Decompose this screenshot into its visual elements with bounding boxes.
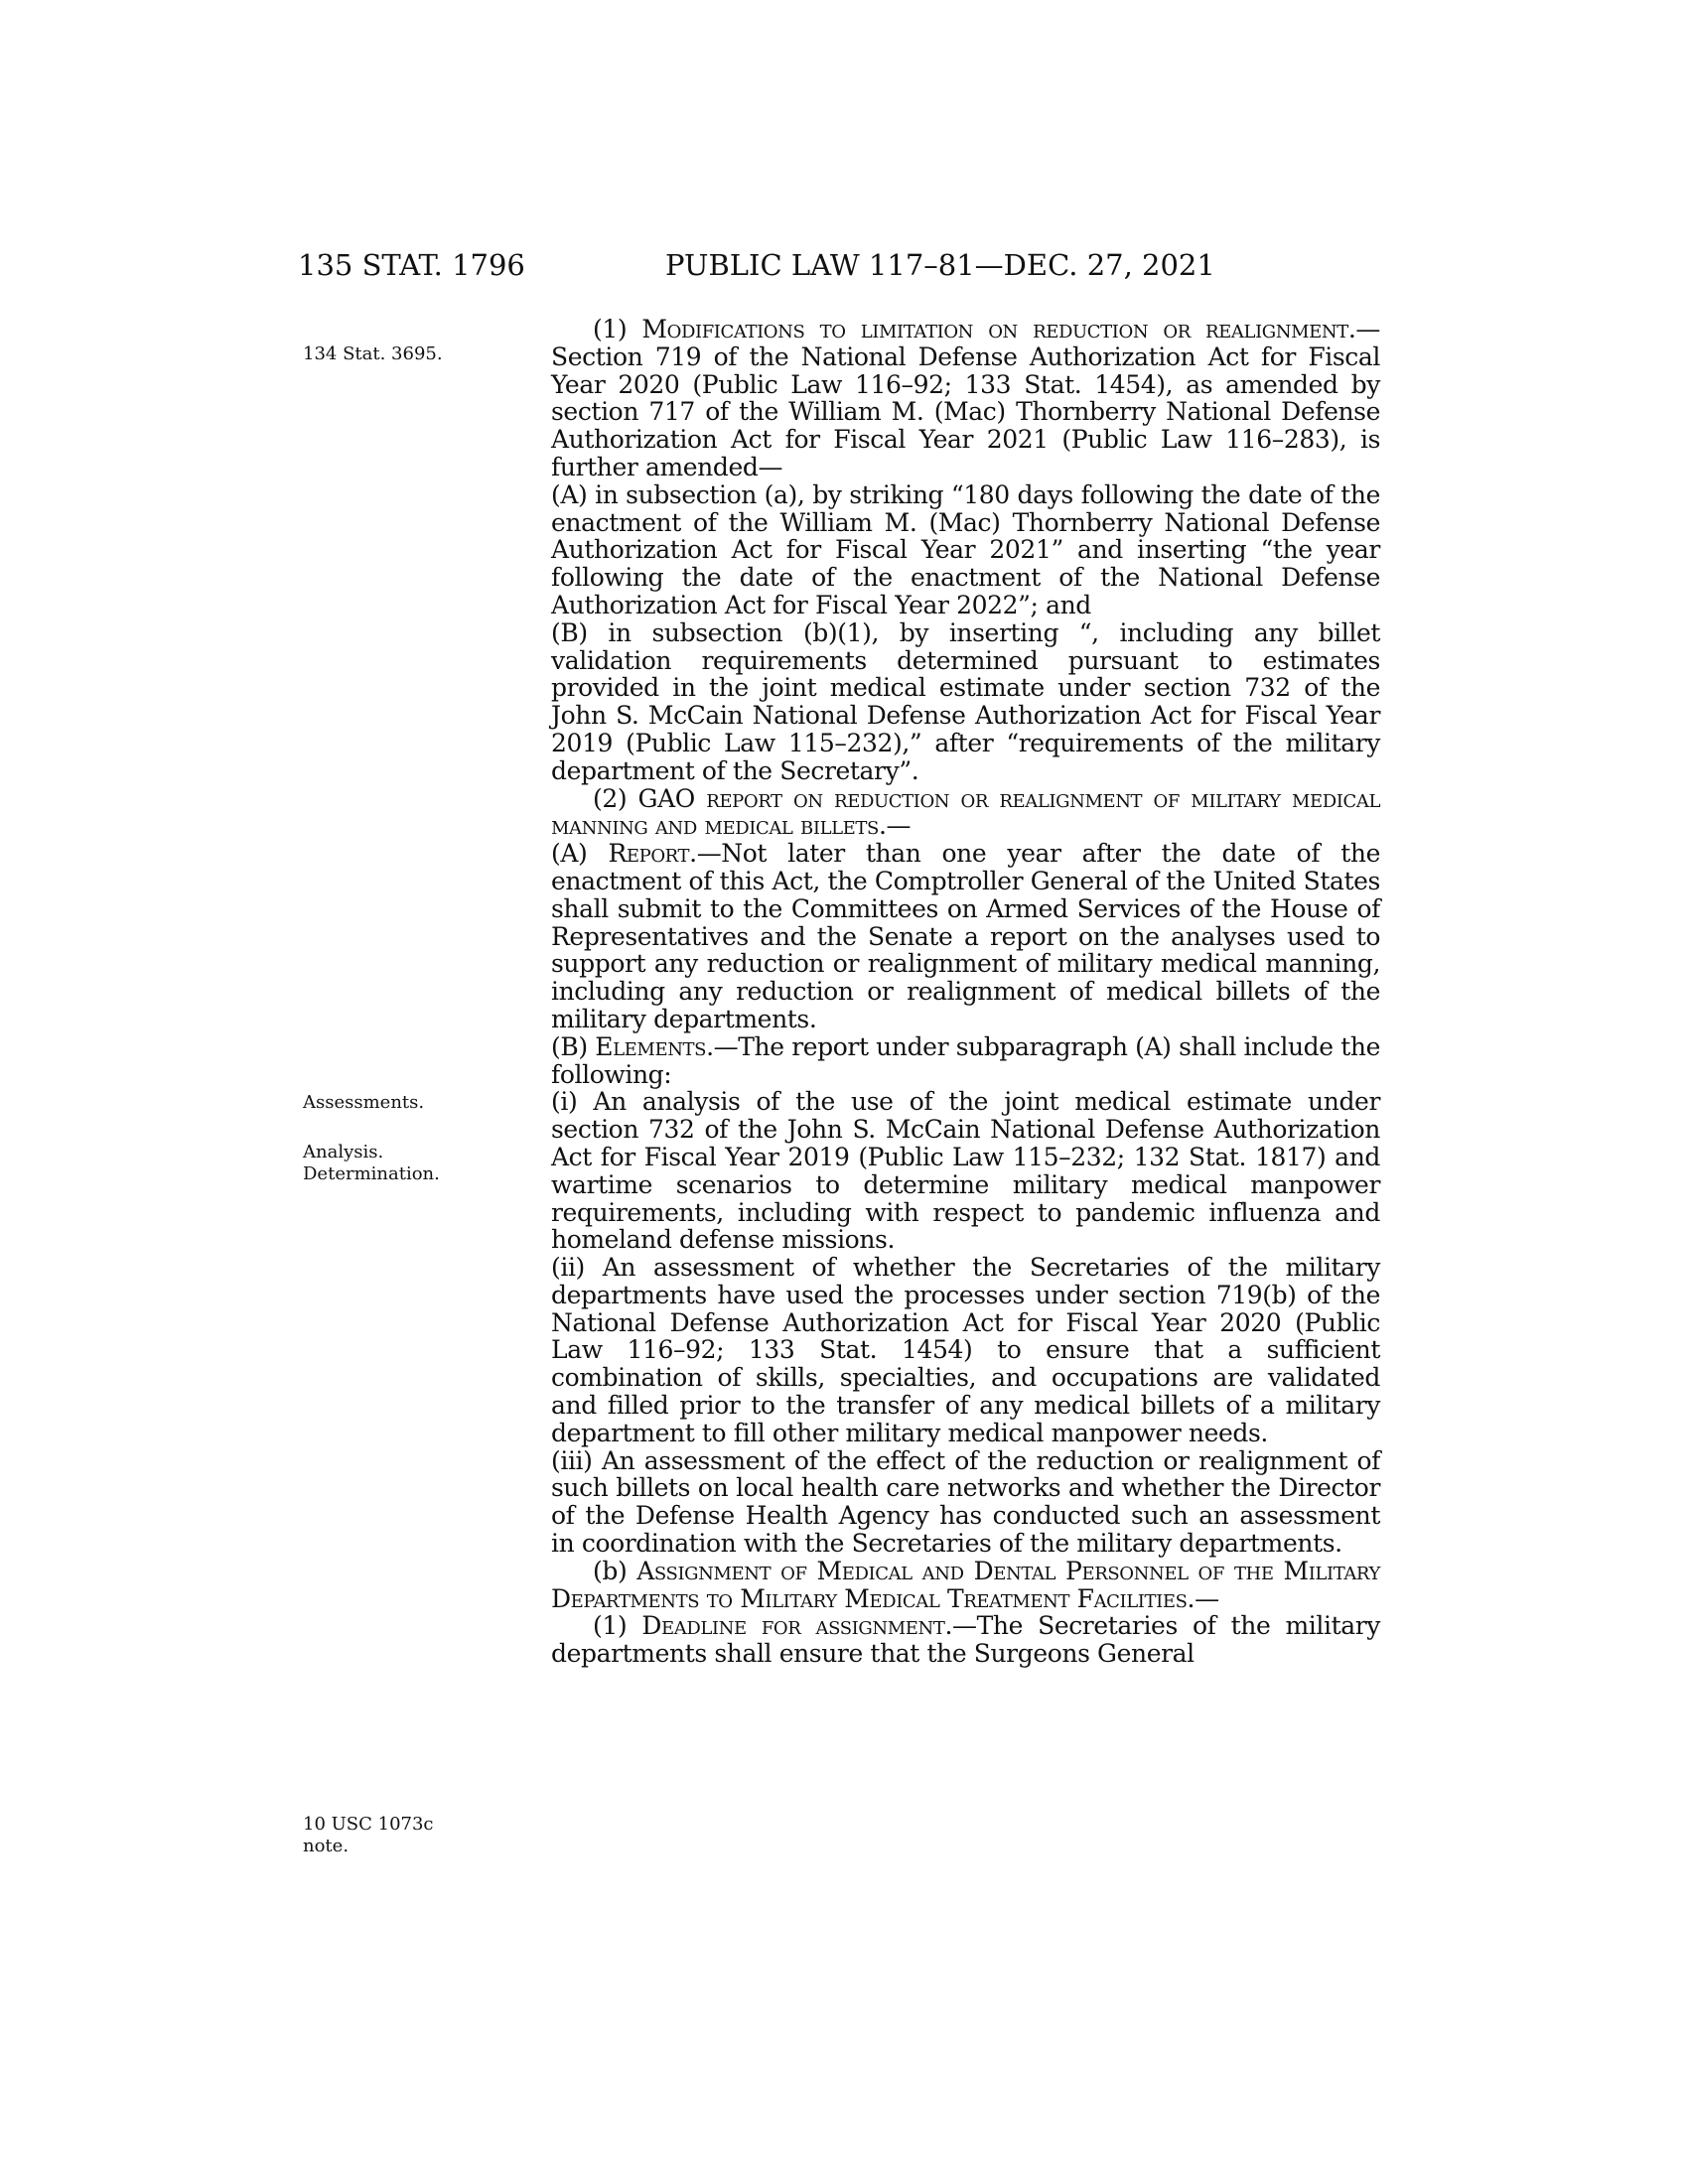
paragraph-2A-text: —Not later than one year after the date of the enactment of this Act, the Comptroller General of the United States shall submit to the Committees on Armed Services of the House of Representatives and the Senate a report on the analyses used to support any reduction or realignment of military medical manning, including any reduction or realignment of medical billets of the military departments. xyxy=(551,839,1380,1033)
margin-note-stat: 134 Stat. 3695. xyxy=(303,343,443,364)
running-title: PUBLIC LAW 117–81—DEC. 27, 2021 xyxy=(665,248,1215,282)
paragraph-2 xyxy=(551,785,1380,841)
page-citation: 135 STAT. 1796 xyxy=(298,248,525,282)
margin-note-usc-line2: note. xyxy=(303,1836,350,1856)
document-body xyxy=(551,316,1380,1668)
paragraph-2A-heading: Report. xyxy=(608,839,697,869)
paragraph-1-number: (1) xyxy=(593,315,628,343)
margin-note-usc xyxy=(303,1814,472,1857)
paragraph-1A: (A) in subsection (a), by striking “180 days following the date of the enactment of the William M. (Mac) Thornberry National Defense Authorization Act for Fiscal Year 2021” and inserting “the year following the date of the enactment of the National Defense Authorization Act for Fiscal Year 2022”; and xyxy=(551,479,1380,619)
margin-note-assessments: Assessments. xyxy=(303,1092,425,1113)
paragraph-1-text: —Section 719 of the National Defense Authorization Act for Fiscal Year 2020 (Public Law 116–92; 133 Stat. 1454), as amended by section 717 of the William M. (Mac) Thornberry National Defense Authorization Act for Fiscal Year 2021 (Public Law 116–283), is further amended— xyxy=(551,315,1381,481)
paragraph-2A-number: (A) xyxy=(551,839,588,869)
paragraph-b1-text: —The Secretaries of the military departments shall ensure that the Surgeons General xyxy=(551,1611,1380,1669)
subsection-b-heading: Assignment of Medical and Dental Personnel of the Military Departments to Military Medical Treatment Facilities. xyxy=(551,1556,1380,1613)
paragraph-2B-number: (B) xyxy=(551,1031,588,1061)
paragraph-b1 xyxy=(551,1612,1380,1668)
page-header xyxy=(298,248,1390,288)
margin-note-analysis: Analysis. xyxy=(303,1142,384,1162)
paragraph-b1-heading: Deadline for assignment. xyxy=(641,1611,952,1641)
subsection-b-dash: — xyxy=(1195,1583,1219,1613)
paragraph-1-heading: Modifications to limitation on reduction or realignment. xyxy=(641,315,1356,343)
margin-note-usc-line1: 10 USC 1073c xyxy=(303,1814,434,1835)
paragraph-1 xyxy=(551,316,1380,481)
subsection-b-number: (b) xyxy=(593,1556,628,1585)
clause-2B-iii: (iii) An assessment of the effect of the reduction or realignment of such billets on local health care networks and whether the Director of the Defense Health Agency has conducted such an assessment in coordination with the Secretaries of the military departments. xyxy=(551,1445,1380,1559)
paragraph-2B-text: —The report under subparagraph (A) shall include the following: xyxy=(551,1031,1381,1089)
margin-note-determination: Determination. xyxy=(303,1163,440,1184)
paragraph-2A xyxy=(551,840,1380,1033)
paragraph-2B-heading: Elements. xyxy=(595,1031,714,1061)
paragraph-2-heading: report on reduction or realignment of military medical manning and medical billets. xyxy=(551,783,1381,841)
paragraph-b1-number: (1) xyxy=(593,1611,628,1641)
clause-2B-ii: (ii) An assessment of whether the Secretaries of the military departments have used the processes under section 719(b) of the National Defense Authorization Act for Fiscal Year 2020 (Public Law 116–92; 133 Stat. 1454) to ensure that a sufficient combination of skills, specialties, and occupations are validated and filled prior to the transfer of any medical billets of a military department to fill other military medical manpower needs. xyxy=(551,1253,1380,1447)
paragraph-2B xyxy=(551,1033,1380,1089)
clause-2B-i: (i) An analysis of the use of the joint medical estimate under section 732 of the John S. McCain National Defense Authorization Act for Fiscal Year 2019 (Public Law 115–232; 132 Stat. 1817) and wartime scenarios to determine military medical manpower requirements, including with respect to pandemic influenza and homeland defense missions. xyxy=(551,1087,1380,1255)
paragraph-2-dash: — xyxy=(886,811,912,841)
paragraph-1B: (B) in subsection (b)(1), by inserting “, including any billet validation requirements determined pursuant to estimates provided in the joint medical estimate under section 732 of the John S. McCain National Defense Authorization Act for Fiscal Year 2019 (Public Law 115–232),” after “requirements of the military department of the Secretary”. xyxy=(551,617,1380,785)
margin-note-analysis-determination xyxy=(303,1142,472,1185)
paragraph-2-number: (2) GAO xyxy=(593,783,695,813)
subsection-b xyxy=(551,1558,1380,1613)
